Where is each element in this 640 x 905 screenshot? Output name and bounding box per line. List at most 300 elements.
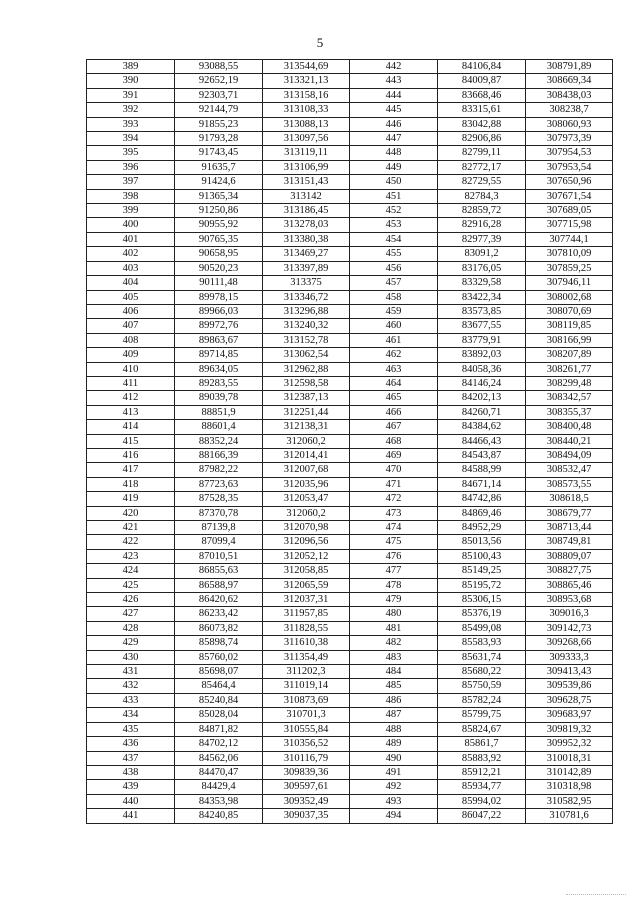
table-cell-coordinate-y: 309268,66	[526, 636, 613, 650]
table-row	[87, 232, 613, 246]
table-cell-coordinate-x: 84588,99	[438, 463, 526, 477]
table-row	[87, 405, 613, 419]
table-cell-coordinate-x: 82784,3	[438, 189, 526, 203]
table-cell-coordinate-x: 84353,98	[175, 794, 263, 808]
table-cell-point-number: 435	[87, 722, 175, 736]
table-cell-point-number: 393	[87, 117, 175, 131]
table-cell-point-number: 465	[350, 391, 438, 405]
table-cell-coordinate-x: 85861,7	[438, 737, 526, 751]
table-cell-point-number: 449	[350, 160, 438, 174]
table-cell-coordinate-x: 86420,62	[175, 593, 263, 607]
table-cell-coordinate-x: 83176,05	[438, 261, 526, 275]
table-cell-point-number: 429	[87, 636, 175, 650]
table-cell-point-number: 482	[350, 636, 438, 650]
table-cell-coordinate-y: 307715,98	[526, 218, 613, 232]
table-cell-point-number: 450	[350, 175, 438, 189]
table-cell-coordinate-y: 310701,3	[263, 708, 350, 722]
table-cell-coordinate-x: 90658,95	[175, 247, 263, 261]
table-cell-point-number: 442	[350, 60, 438, 74]
table-cell-point-number: 467	[350, 420, 438, 434]
table-cell-coordinate-y: 312058,85	[263, 564, 350, 578]
table-cell-point-number: 396	[87, 160, 175, 174]
table-cell-coordinate-x: 85240,84	[175, 693, 263, 707]
table-cell-coordinate-y: 313142	[263, 189, 350, 203]
table-cell-coordinate-x: 84671,14	[438, 477, 526, 491]
table-cell-coordinate-y: 308166,99	[526, 333, 613, 347]
table-cell-point-number: 455	[350, 247, 438, 261]
table-cell-coordinate-x: 86855,63	[175, 564, 263, 578]
table-row	[87, 247, 613, 261]
table-cell-coordinate-y: 308809,07	[526, 549, 613, 563]
table-cell-coordinate-x: 85698,07	[175, 665, 263, 679]
table-cell-point-number: 460	[350, 319, 438, 333]
table-row	[87, 780, 613, 794]
table-cell-coordinate-y: 310582,95	[526, 794, 613, 808]
table-cell-point-number: 408	[87, 333, 175, 347]
table-cell-point-number: 491	[350, 765, 438, 779]
table-cell-coordinate-x: 85100,43	[438, 549, 526, 563]
table-row	[87, 722, 613, 736]
table-cell-coordinate-x: 85912,21	[438, 765, 526, 779]
table-cell-coordinate-x: 85631,74	[438, 650, 526, 664]
table-cell-point-number: 402	[87, 247, 175, 261]
table-row	[87, 765, 613, 779]
table-cell-coordinate-x: 82906,86	[438, 132, 526, 146]
table-cell-coordinate-x: 82799,11	[438, 146, 526, 160]
table-cell-point-number: 395	[87, 146, 175, 160]
table-cell-point-number: 412	[87, 391, 175, 405]
table-cell-point-number: 470	[350, 463, 438, 477]
table-cell-coordinate-y: 313278,03	[263, 218, 350, 232]
table-cell-coordinate-x: 92144,79	[175, 103, 263, 117]
table-cell-coordinate-y: 307859,25	[526, 261, 613, 275]
table-cell-coordinate-y: 308299,48	[526, 376, 613, 390]
table-cell-point-number: 404	[87, 276, 175, 290]
table-cell-point-number: 469	[350, 448, 438, 462]
table-cell-point-number: 423	[87, 549, 175, 563]
table-cell-coordinate-x: 86588,97	[175, 578, 263, 592]
table-cell-coordinate-x: 89978,15	[175, 290, 263, 304]
table-cell-point-number: 447	[350, 132, 438, 146]
table-cell-point-number: 490	[350, 751, 438, 765]
table-cell-coordinate-x: 84009,87	[438, 74, 526, 88]
table-cell-coordinate-y: 308713,44	[526, 521, 613, 535]
table-cell-coordinate-x: 91250,86	[175, 204, 263, 218]
table-cell-coordinate-y: 309352,49	[263, 794, 350, 808]
table-cell-coordinate-y: 309333,3	[526, 650, 613, 664]
table-cell-coordinate-y: 308342,57	[526, 391, 613, 405]
table-row	[87, 809, 613, 823]
table-cell-coordinate-x: 87982,22	[175, 463, 263, 477]
table-row	[87, 290, 613, 304]
table-cell-point-number: 417	[87, 463, 175, 477]
table-cell-coordinate-x: 82859,72	[438, 204, 526, 218]
table-cell-coordinate-y: 309628,75	[526, 693, 613, 707]
table-cell-point-number: 410	[87, 362, 175, 376]
table-cell-point-number: 479	[350, 593, 438, 607]
table-cell-coordinate-x: 91424,6	[175, 175, 263, 189]
table-row	[87, 218, 613, 232]
table-row	[87, 535, 613, 549]
table-cell-point-number: 398	[87, 189, 175, 203]
table-cell-point-number: 480	[350, 607, 438, 621]
table-cell-point-number: 397	[87, 175, 175, 189]
table-cell-point-number: 422	[87, 535, 175, 549]
table-cell-point-number: 399	[87, 204, 175, 218]
table-cell-point-number: 476	[350, 549, 438, 563]
table-cell-point-number: 415	[87, 434, 175, 448]
table-cell-coordinate-x: 88166,39	[175, 448, 263, 462]
table-cell-point-number: 487	[350, 708, 438, 722]
table-row	[87, 751, 613, 765]
table-cell-coordinate-y: 310018,31	[526, 751, 613, 765]
table-cell-coordinate-y: 310356,52	[263, 737, 350, 751]
table-cell-coordinate-x: 85499,08	[438, 621, 526, 635]
table-cell-coordinate-x: 84742,86	[438, 492, 526, 506]
table-cell-coordinate-y: 311019,14	[263, 679, 350, 693]
table-cell-point-number: 424	[87, 564, 175, 578]
table-cell-coordinate-y: 307744,1	[526, 232, 613, 246]
table-row	[87, 261, 613, 275]
table-cell-coordinate-y: 312138,31	[263, 420, 350, 434]
table-cell-coordinate-x: 85149,25	[438, 564, 526, 578]
table-cell-point-number: 440	[87, 794, 175, 808]
table-cell-coordinate-y: 308865,46	[526, 578, 613, 592]
table-cell-coordinate-y: 310318,98	[526, 780, 613, 794]
table-cell-coordinate-x: 84871,82	[175, 722, 263, 736]
table-cell-point-number: 431	[87, 665, 175, 679]
table-cell-coordinate-x: 89972,76	[175, 319, 263, 333]
table-cell-point-number: 445	[350, 103, 438, 117]
table-row	[87, 463, 613, 477]
table-cell-point-number: 478	[350, 578, 438, 592]
table-cell-coordinate-x: 88352,24	[175, 434, 263, 448]
table-cell-coordinate-x: 87723,63	[175, 477, 263, 491]
table-cell-coordinate-x: 91365,34	[175, 189, 263, 203]
table-row	[87, 650, 613, 664]
table-cell-coordinate-x: 83315,61	[438, 103, 526, 117]
table-cell-point-number: 477	[350, 564, 438, 578]
table-cell-coordinate-x: 84562,06	[175, 751, 263, 765]
table-cell-coordinate-y: 313062,54	[263, 348, 350, 362]
table-cell-coordinate-x: 86073,82	[175, 621, 263, 635]
table-cell-coordinate-y: 313397,89	[263, 261, 350, 275]
table-cell-coordinate-y: 313296,88	[263, 304, 350, 318]
table-cell-coordinate-y: 308238,7	[526, 103, 613, 117]
table-row	[87, 189, 613, 203]
table-cell-coordinate-x: 83573,85	[438, 304, 526, 318]
table-cell-coordinate-y: 308573,55	[526, 477, 613, 491]
table-cell-coordinate-x: 87010,51	[175, 549, 263, 563]
table-cell-point-number: 414	[87, 420, 175, 434]
table-cell-point-number: 474	[350, 521, 438, 535]
table-cell-coordinate-y: 308440,21	[526, 434, 613, 448]
table-cell-coordinate-y: 308355,37	[526, 405, 613, 419]
table-cell-coordinate-y: 313375	[263, 276, 350, 290]
table-cell-point-number: 475	[350, 535, 438, 549]
table-cell-coordinate-x: 92652,19	[175, 74, 263, 88]
table-row	[87, 117, 613, 131]
table-cell-point-number: 457	[350, 276, 438, 290]
table-cell-coordinate-x: 85782,24	[438, 693, 526, 707]
table-cell-coordinate-y: 309952,32	[526, 737, 613, 751]
table-cell-coordinate-y: 307689,05	[526, 204, 613, 218]
table-cell-coordinate-x: 85898,74	[175, 636, 263, 650]
table-cell-coordinate-x: 83668,46	[438, 88, 526, 102]
table-cell-coordinate-x: 84429,4	[175, 780, 263, 794]
table-cell-point-number: 443	[350, 74, 438, 88]
table-cell-coordinate-x: 83677,55	[438, 319, 526, 333]
table-row	[87, 376, 613, 390]
table-cell-point-number: 426	[87, 593, 175, 607]
table-cell-coordinate-x: 90520,23	[175, 261, 263, 275]
table-cell-coordinate-y: 310781,6	[526, 809, 613, 823]
table-cell-coordinate-x: 84543,87	[438, 448, 526, 462]
table-cell-point-number: 486	[350, 693, 438, 707]
table-cell-point-number: 453	[350, 218, 438, 232]
table-cell-coordinate-x: 89634,05	[175, 362, 263, 376]
table-cell-point-number: 446	[350, 117, 438, 131]
table-cell-point-number: 427	[87, 607, 175, 621]
table-cell-coordinate-x: 93088,55	[175, 60, 263, 74]
table-row	[87, 492, 613, 506]
table-cell-coordinate-y: 309539,86	[526, 679, 613, 693]
table-cell-coordinate-y: 308400,48	[526, 420, 613, 434]
table-cell-coordinate-x: 87099,4	[175, 535, 263, 549]
table-cell-coordinate-y: 308669,34	[526, 74, 613, 88]
table-cell-coordinate-y: 309683,97	[526, 708, 613, 722]
table-cell-coordinate-x: 89863,67	[175, 333, 263, 347]
table-cell-point-number: 389	[87, 60, 175, 74]
table-cell-coordinate-y: 311828,55	[263, 621, 350, 635]
table-cell-coordinate-x: 83779,91	[438, 333, 526, 347]
table-cell-coordinate-x: 92303,71	[175, 88, 263, 102]
table-cell-coordinate-x: 84869,46	[438, 506, 526, 520]
table-cell-coordinate-y: 308953,68	[526, 593, 613, 607]
table-cell-coordinate-x: 84146,24	[438, 376, 526, 390]
table-cell-point-number: 441	[87, 809, 175, 823]
table-cell-coordinate-y: 312007,68	[263, 463, 350, 477]
table-cell-point-number: 484	[350, 665, 438, 679]
table-cell-coordinate-x: 85824,67	[438, 722, 526, 736]
table-cell-coordinate-x: 84952,29	[438, 521, 526, 535]
table-row	[87, 593, 613, 607]
table-cell-coordinate-x: 88851,9	[175, 405, 263, 419]
table-cell-coordinate-y: 310873,69	[263, 693, 350, 707]
table-cell-coordinate-y: 308207,89	[526, 348, 613, 362]
table-cell-coordinate-y: 308791,89	[526, 60, 613, 74]
table-cell-point-number: 400	[87, 218, 175, 232]
table-row	[87, 160, 613, 174]
table-row	[87, 679, 613, 693]
table-cell-coordinate-y: 310555,84	[263, 722, 350, 736]
table-row	[87, 794, 613, 808]
table-cell-coordinate-y: 312387,13	[263, 391, 350, 405]
table-cell-coordinate-y: 312060,2	[263, 434, 350, 448]
table-row	[87, 103, 613, 117]
table-cell-coordinate-y: 309037,35	[263, 809, 350, 823]
table-cell-coordinate-y: 312052,12	[263, 549, 350, 563]
table-cell-point-number: 407	[87, 319, 175, 333]
table-cell-point-number: 428	[87, 621, 175, 635]
table-cell-point-number: 454	[350, 232, 438, 246]
table-cell-point-number: 452	[350, 204, 438, 218]
table-cell-coordinate-x: 84202,13	[438, 391, 526, 405]
table-cell-coordinate-y: 309839,36	[263, 765, 350, 779]
table-cell-coordinate-x: 84466,43	[438, 434, 526, 448]
table-cell-coordinate-y: 313151,43	[263, 175, 350, 189]
table-cell-point-number: 425	[87, 578, 175, 592]
table-cell-coordinate-y: 308119,85	[526, 319, 613, 333]
table-cell-coordinate-x: 84058,36	[438, 362, 526, 376]
table-cell-coordinate-x: 91635,7	[175, 160, 263, 174]
table-row	[87, 420, 613, 434]
table-cell-point-number: 390	[87, 74, 175, 88]
table-cell-coordinate-x: 85376,19	[438, 607, 526, 621]
table-cell-coordinate-y: 309413,43	[526, 665, 613, 679]
table-row	[87, 578, 613, 592]
table-cell-point-number: 394	[87, 132, 175, 146]
table-row	[87, 564, 613, 578]
table-cell-coordinate-x: 89714,85	[175, 348, 263, 362]
table-cell-coordinate-x: 90955,92	[175, 218, 263, 232]
table-cell-point-number: 419	[87, 492, 175, 506]
table-cell-coordinate-x: 85680,22	[438, 665, 526, 679]
table-cell-coordinate-x: 82977,39	[438, 232, 526, 246]
table-cell-point-number: 493	[350, 794, 438, 808]
table-cell-point-number: 462	[350, 348, 438, 362]
table-cell-coordinate-y: 308070,69	[526, 304, 613, 318]
table-cell-coordinate-y: 311354,49	[263, 650, 350, 664]
table-cell-coordinate-y: 313469,27	[263, 247, 350, 261]
table-cell-coordinate-x: 84384,62	[438, 420, 526, 434]
table-cell-point-number: 473	[350, 506, 438, 520]
table-cell-coordinate-x: 83422,34	[438, 290, 526, 304]
table-cell-point-number: 413	[87, 405, 175, 419]
table-cell-point-number: 438	[87, 765, 175, 779]
table-cell-coordinate-x: 83042,88	[438, 117, 526, 131]
table-cell-coordinate-x: 87370,78	[175, 506, 263, 520]
table-cell-coordinate-x: 85306,15	[438, 593, 526, 607]
table-cell-point-number: 434	[87, 708, 175, 722]
table-cell-coordinate-y: 313346,72	[263, 290, 350, 304]
table-cell-coordinate-y: 312070,98	[263, 521, 350, 535]
table-cell-point-number: 433	[87, 693, 175, 707]
table-cell-coordinate-x: 88601,4	[175, 420, 263, 434]
table-row	[87, 304, 613, 318]
table-cell-coordinate-x: 91855,23	[175, 117, 263, 131]
table-cell-coordinate-y: 307973,39	[526, 132, 613, 146]
table-row	[87, 708, 613, 722]
table-cell-point-number: 436	[87, 737, 175, 751]
table-row	[87, 276, 613, 290]
table-cell-coordinate-x: 90765,35	[175, 232, 263, 246]
table-row	[87, 506, 613, 520]
table-row	[87, 737, 613, 751]
coordinates-table	[86, 59, 613, 824]
table-row	[87, 88, 613, 102]
table-cell-point-number: 432	[87, 679, 175, 693]
table-row	[87, 448, 613, 462]
table-cell-coordinate-x: 89039,78	[175, 391, 263, 405]
table-cell-coordinate-x: 83091,2	[438, 247, 526, 261]
table-cell-point-number: 401	[87, 232, 175, 246]
table-cell-point-number: 492	[350, 780, 438, 794]
table-cell-coordinate-x: 85934,77	[438, 780, 526, 794]
table-row	[87, 607, 613, 621]
table-cell-coordinate-y: 308618,5	[526, 492, 613, 506]
table-cell-coordinate-y: 309819,32	[526, 722, 613, 736]
table-cell-point-number: 418	[87, 477, 175, 491]
table-cell-point-number: 439	[87, 780, 175, 794]
table-cell-coordinate-y: 312060,2	[263, 506, 350, 520]
table-cell-coordinate-x: 87528,35	[175, 492, 263, 506]
table-cell-coordinate-x: 85883,92	[438, 751, 526, 765]
table-cell-coordinate-x: 91793,28	[175, 132, 263, 146]
table-cell-coordinate-y: 312962,88	[263, 362, 350, 376]
table-cell-coordinate-y: 307671,54	[526, 189, 613, 203]
table-cell-coordinate-x: 85028,04	[175, 708, 263, 722]
table-row	[87, 665, 613, 679]
table-row	[87, 434, 613, 448]
table-cell-coordinate-x: 89966,03	[175, 304, 263, 318]
table-cell-coordinate-x: 85994,02	[438, 794, 526, 808]
table-cell-point-number: 409	[87, 348, 175, 362]
table-cell-coordinate-y: 309142,73	[526, 621, 613, 635]
table-cell-coordinate-x: 85195,72	[438, 578, 526, 592]
table-cell-point-number: 456	[350, 261, 438, 275]
table-cell-coordinate-y: 312598,58	[263, 376, 350, 390]
table-cell-point-number: 451	[350, 189, 438, 203]
table-cell-point-number: 472	[350, 492, 438, 506]
table-cell-coordinate-x: 85464,4	[175, 679, 263, 693]
table-cell-point-number: 468	[350, 434, 438, 448]
table-cell-point-number: 403	[87, 261, 175, 275]
table-cell-coordinate-x: 83892,03	[438, 348, 526, 362]
table-row	[87, 146, 613, 160]
table-cell-point-number: 466	[350, 405, 438, 419]
footer-scan-mark	[566, 894, 626, 897]
table-cell-coordinate-x: 86047,22	[438, 809, 526, 823]
table-cell-coordinate-y: 312035,96	[263, 477, 350, 491]
table-cell-point-number: 481	[350, 621, 438, 635]
table-cell-coordinate-x: 84702,12	[175, 737, 263, 751]
table-row	[87, 362, 613, 376]
table-cell-coordinate-y: 308679,77	[526, 506, 613, 520]
table-cell-point-number: 444	[350, 88, 438, 102]
table-cell-coordinate-y: 313088,13	[263, 117, 350, 131]
table-cell-coordinate-x: 86233,42	[175, 607, 263, 621]
table-cell-coordinate-x: 85760,02	[175, 650, 263, 664]
table-cell-coordinate-y: 312065,59	[263, 578, 350, 592]
table-cell-coordinate-x: 84260,71	[438, 405, 526, 419]
table-cell-coordinate-x: 91743,45	[175, 146, 263, 160]
table-cell-point-number: 411	[87, 376, 175, 390]
table-cell-coordinate-y: 313106,99	[263, 160, 350, 174]
table-cell-coordinate-x: 85750,59	[438, 679, 526, 693]
table-cell-coordinate-y: 313380,38	[263, 232, 350, 246]
table-cell-coordinate-y: 310116,79	[263, 751, 350, 765]
table-cell-coordinate-x: 82772,17	[438, 160, 526, 174]
table-row	[87, 60, 613, 74]
table-row	[87, 204, 613, 218]
table-cell-coordinate-x: 85583,93	[438, 636, 526, 650]
table-cell-coordinate-y: 308749,81	[526, 535, 613, 549]
table-cell-coordinate-x: 87139,8	[175, 521, 263, 535]
table-cell-coordinate-y: 312053,47	[263, 492, 350, 506]
table-row	[87, 549, 613, 563]
table-cell-coordinate-x: 84470,47	[175, 765, 263, 779]
